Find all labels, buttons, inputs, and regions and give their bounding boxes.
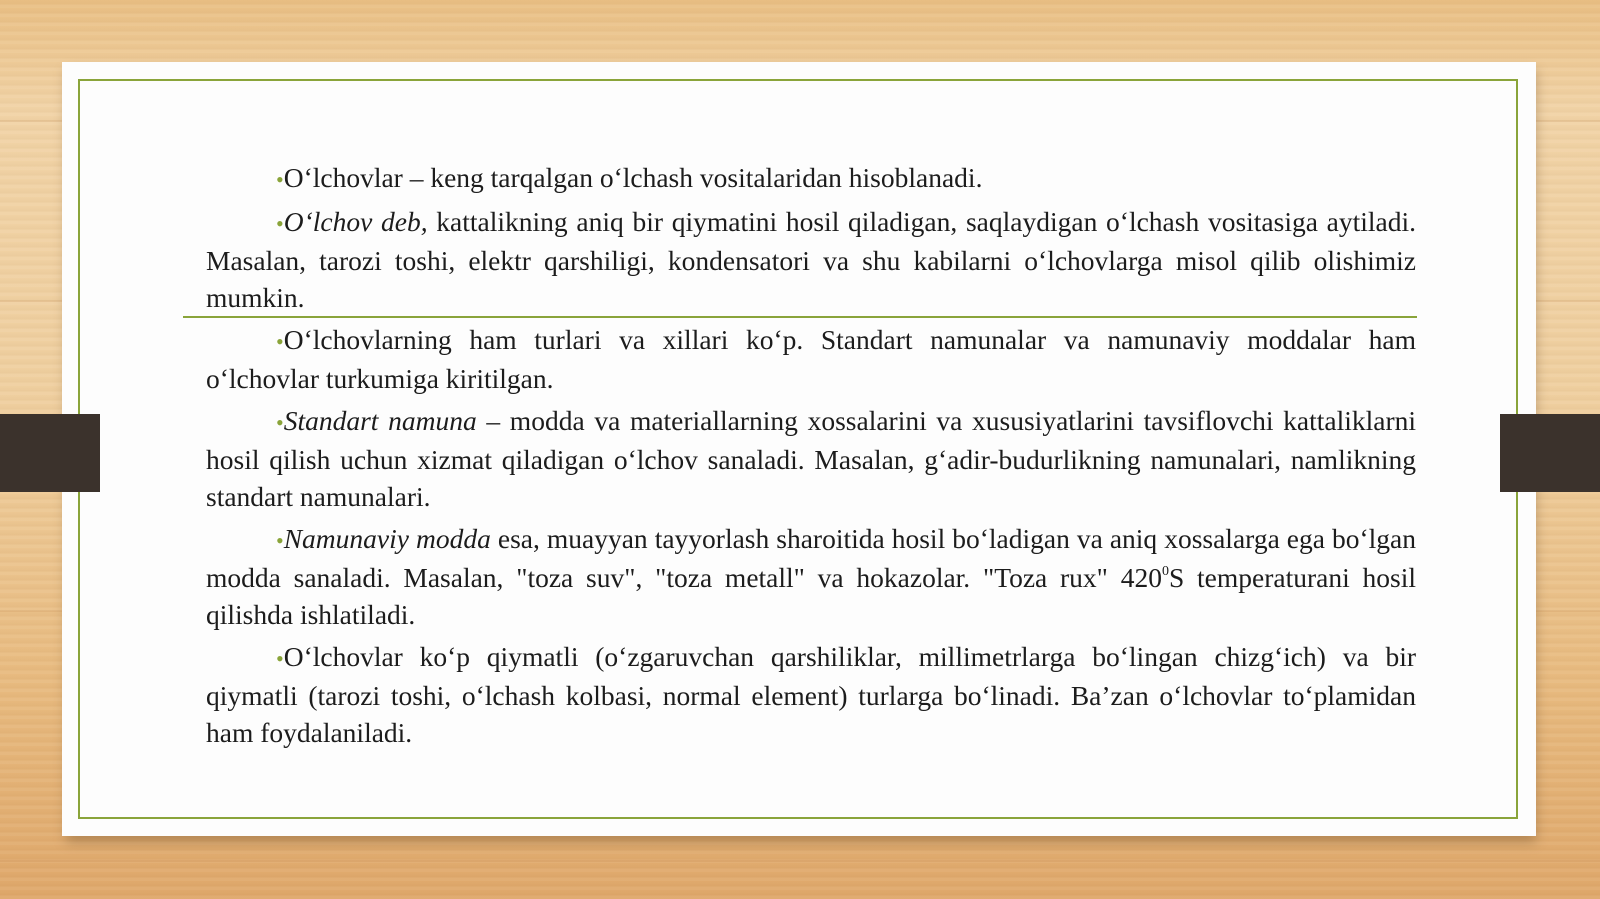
paragraph-text: esa, muayyan tayyorlash sharoitida hosil bo‘ladigan va aniq xossalarga ega bo‘lgan modda sanaladi. Masalan, "toza suv", "toza metall" va hokazolar. "Toza rux" 420 [206, 523, 1416, 593]
paragraph-text-after: S temperaturani hosil qilishda ishlatiladi. [206, 562, 1417, 630]
degree-superscript: 0 [1161, 564, 1169, 579]
left-tab-decoration [0, 414, 100, 492]
paragraph-text: – modda va materiallarning xossalarini va xususiyatlarini tavsiflovchi kattaliklarni hosil qilish uchun xizmat qiladigan o‘lchov sanaladi. Masalan, g‘adir-budurlikning namunalari, namlikning standart namunalari. [206, 405, 1416, 512]
bullet-icon: • [276, 528, 284, 553]
paragraph-4 [206, 402, 1416, 515]
slide-content [206, 159, 1416, 751]
paragraph-text: O‘lchovlar ko‘p qiymatli (o‘zgaruvchan qarshiliklar, millimetrlarga bo‘lingan chizg‘ich) va bir qiymatli (tarozi toshi, o‘lchash kolbasi, normal element) turlarga bo‘linadi. Ba’zan o‘lchovlar to‘plamidan ham foydalaniladi. [206, 641, 1416, 748]
paragraph-5 [206, 520, 1416, 633]
bullet-icon: • [276, 646, 284, 671]
bullet-icon: • [276, 329, 284, 354]
term-namunaviy-modda: Namunaviy modda [283, 523, 491, 554]
term-standart-namuna: Standart namuna [283, 405, 477, 436]
bullet-icon: • [276, 410, 284, 435]
paragraph-text: O‘lchovlarning ham turlari va xillari ko‘p. Standart namunalar va namunaviy moddalar ham o‘lchovlar turkumiga kiritilgan. [206, 324, 1416, 394]
paragraph-3 [206, 321, 1416, 397]
term-olchov: O‘lchov deb, [283, 206, 428, 237]
paragraph-text: O‘lchovlar – keng tarqalgan o‘lchash vositalaridan hisoblanadi. [283, 162, 983, 193]
paragraph-2 [206, 203, 1416, 316]
paragraph-6 [206, 638, 1416, 751]
paragraph-text: kattalikning aniq bir qiymatini hosil qiladigan, saqlaydigan o‘lchash vositasiga aytiladi. Masalan, tarozi toshi, elektr qarshiligi, kondensatori va shu kabilarni o‘lchovlarga misol qilib olishimiz mumkin. [206, 206, 1416, 313]
right-tab-decoration [1500, 414, 1600, 492]
bullet-icon: • [276, 167, 284, 192]
bullet-icon: • [276, 211, 284, 236]
paragraph-1 [206, 159, 1416, 198]
